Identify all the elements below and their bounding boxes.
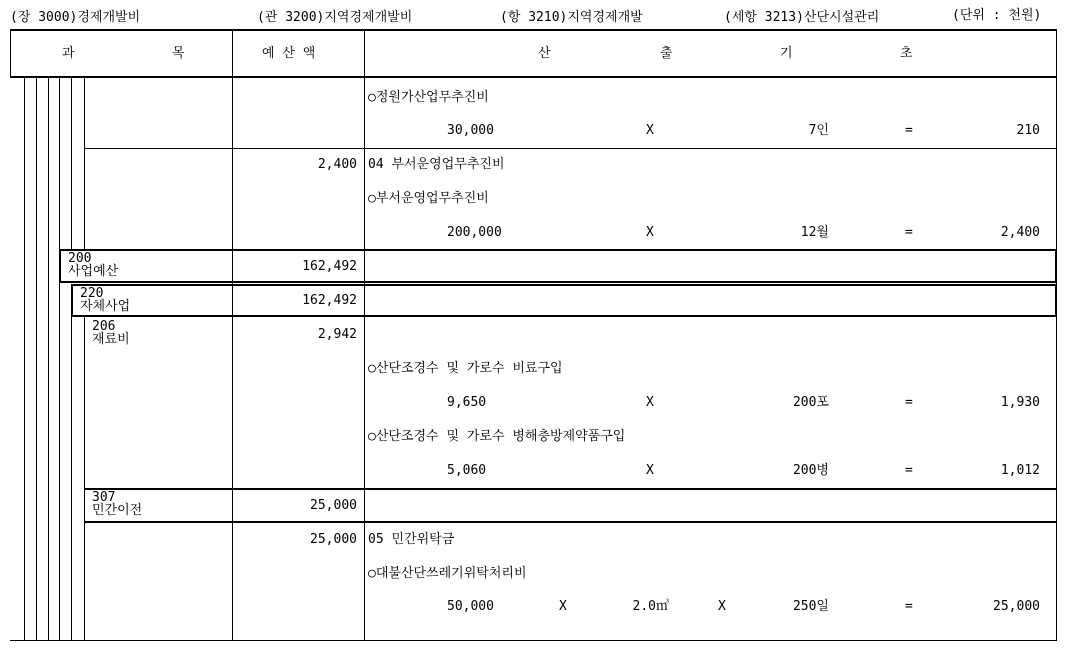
col-basis-4: 초 — [900, 46, 913, 61]
section-code: 206 — [92, 319, 116, 334]
calc-b: 200병 — [792, 463, 829, 478]
amount: 162,492 — [302, 293, 357, 308]
calc-op: X — [646, 395, 654, 410]
calc-op2: X — [718, 599, 726, 614]
item-pesticide: ○산단조경수 및 가로수 병해충방제약품구입 — [368, 429, 626, 444]
calc-c: 250일 — [792, 599, 829, 614]
calc-result: 1,930 — [1000, 395, 1040, 410]
section-name: 재료비 — [92, 332, 130, 347]
calc-a: 5,060 — [447, 463, 487, 478]
calc-a: 9,650 — [447, 395, 487, 410]
calc-result: 25,000 — [993, 599, 1040, 614]
calc-op: X — [646, 123, 654, 138]
amount: 162,492 — [302, 259, 357, 274]
col-subject-1: 과 — [62, 46, 75, 61]
amount: 2,400 — [317, 157, 357, 172]
calc-eq: = — [905, 123, 913, 138]
calc-b: 12월 — [800, 225, 829, 240]
item-quota-expense: ○정원가산업무추진비 — [368, 90, 489, 105]
calc-b: 200포 — [792, 395, 829, 410]
amount: 2,942 — [317, 327, 357, 342]
header-hang: (항 3210)지역경제개발 — [500, 10, 643, 25]
col-basis-3: 기 — [780, 46, 793, 61]
item-fertilizer: ○산단조경수 및 가로수 비료구입 — [368, 361, 563, 376]
col-budget: 예 산 액 — [262, 46, 316, 61]
calc-eq: = — [905, 395, 913, 410]
col-subject-2: 목 — [172, 46, 185, 61]
section-name: 자체사업 — [80, 299, 131, 314]
section-code: 200 — [68, 251, 92, 266]
calc-b: 2.0㎥ — [632, 599, 669, 614]
calc-result: 2,400 — [1000, 225, 1040, 240]
calc-op: X — [646, 463, 654, 478]
col-basis-2: 출 — [660, 46, 673, 61]
col-basis-1: 산 — [538, 46, 551, 61]
calc-result: 1,012 — [1000, 463, 1040, 478]
calc-a: 200,000 — [447, 225, 502, 240]
section-name: 민간이전 — [92, 503, 143, 518]
calc-a: 30,000 — [447, 123, 494, 138]
row-title: 05 민간위탁금 — [368, 532, 455, 547]
header-gwan: (관 3200)지역경제개발비 — [257, 10, 413, 25]
section-code: 307 — [92, 490, 116, 505]
header-sehang: (세항 3213)산단시설관리 — [724, 10, 880, 25]
calc-op1: X — [559, 599, 567, 614]
header-jang: (장 3000)경제개발비 — [10, 10, 141, 25]
calc-eq: = — [905, 599, 913, 614]
calc-eq: = — [905, 463, 913, 478]
calc-op: X — [646, 225, 654, 240]
item-dept-operation: ○부서운영업무추진비 — [368, 191, 489, 206]
calc-b: 7인 — [808, 123, 829, 138]
header-unit: (단위 : 천원) — [952, 8, 1042, 23]
calc-eq: = — [905, 225, 913, 240]
calc-result: 210 — [1016, 123, 1040, 138]
amount: 25,000 — [310, 532, 357, 547]
calc-a: 50,000 — [447, 599, 494, 614]
section-name: 사업예산 — [68, 264, 119, 279]
section-code: 220 — [80, 286, 104, 301]
amount: 25,000 — [310, 498, 357, 513]
item-waste-disposal: ○대불산단쓰레기위탁처리비 — [368, 566, 527, 581]
row-title: 04 부서운영업무추진비 — [368, 157, 505, 172]
